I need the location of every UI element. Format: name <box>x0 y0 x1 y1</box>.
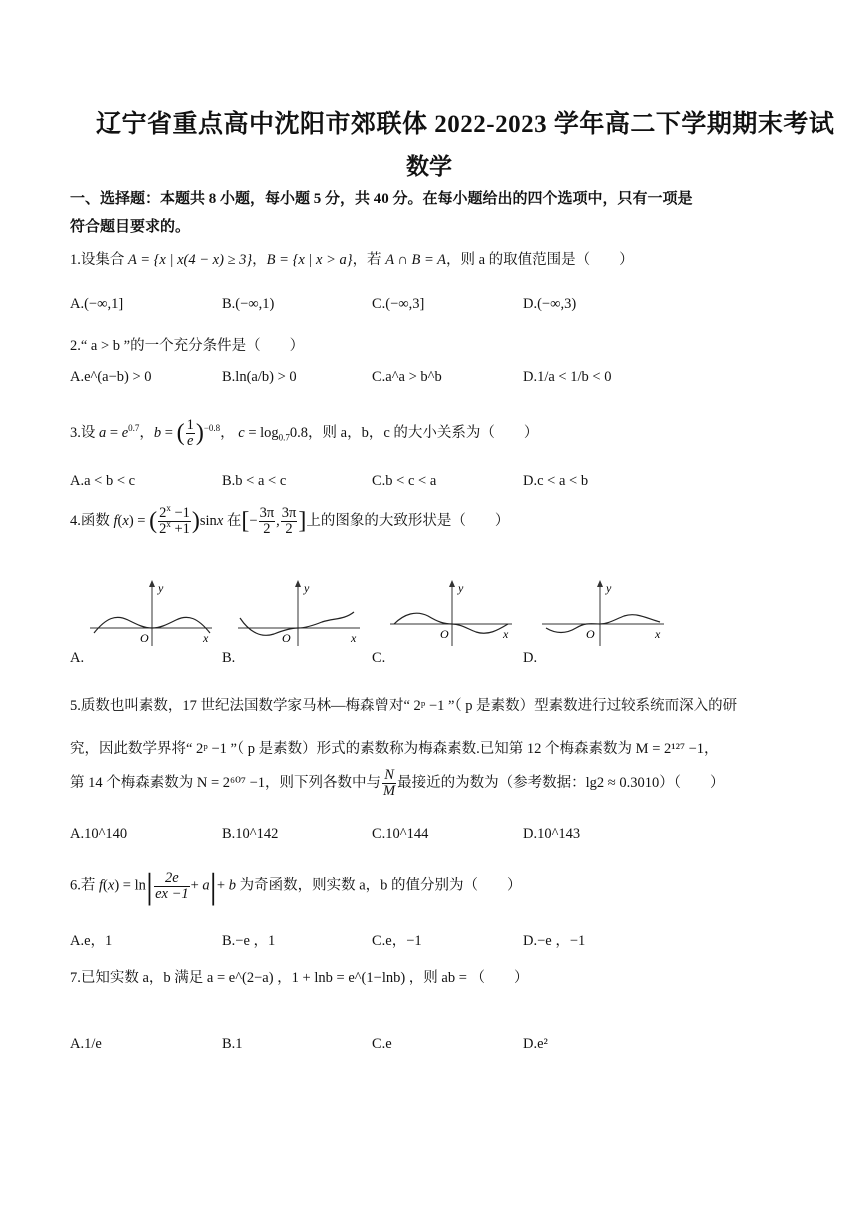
question-5-line2: 究，因此数学界将“ 2ᵖ −1 ”（ p 是素数）形式的素数称为梅森素数.已知第 12 个梅森素数为 M = 2¹²⁷ −1， <box>70 741 719 757</box>
q1-option-d[interactable]: D.(−∞,3) <box>523 296 577 312</box>
question-1: 1.设集合 A = {x | x(4 − x) ≥ 3}，B = {x | x > a}，若 A ∩ B = A，则 a 的取值范围是（ ） <box>70 252 634 268</box>
q1-option-a[interactable]: A.(−∞,1] <box>70 296 124 312</box>
q5-option-a[interactable]: A.10^140 <box>70 826 128 842</box>
q6-option-d[interactable]: D.−e ，−1 <box>523 933 586 949</box>
question-2: 2.“ a > b ”的一个充分条件是（ ） <box>70 338 305 354</box>
q5-option-c[interactable]: C.10^144 <box>372 826 429 842</box>
svg-text:O: O <box>140 631 149 645</box>
q4-stem-a: 4.函数 <box>70 512 110 529</box>
q5-line3-a: 第 14 个梅森素数为 N = 2⁶⁰⁷ −1，则下列各数中与 <box>70 774 381 791</box>
q7-option-d[interactable]: D.e² <box>523 1036 548 1052</box>
graph-a[interactable] <box>88 578 216 648</box>
q4-stem-b: 在 <box>226 512 242 529</box>
q5-option-b[interactable]: B.10^142 <box>222 826 279 842</box>
svg-text:y: y <box>458 581 464 595</box>
graph-c[interactable] <box>388 578 516 648</box>
question-4: 4.函数 f(x) = ( $\frac{2^x -1}{2^x +1}$ )sinx 在[− $\frac{3\pi}{2}$ , $\frac{3\pi}{2}$ ]上的图象的大致形状是（ ） <box>70 503 510 537</box>
q7-option-a[interactable]: A.1/e <box>70 1036 102 1052</box>
q7-option-b[interactable]: B.1 <box>222 1036 243 1052</box>
page-title: 辽宁省重点高中沈阳市郊联体 2022-2023 学年高二下学期期末考试 <box>96 111 835 138</box>
q3-option-a[interactable]: A.a < b < c <box>70 473 136 489</box>
q2-option-a[interactable]: A.e^(a−b) > 0 <box>70 369 152 385</box>
q1-condition: A ∩ B = A <box>385 252 446 268</box>
graph-b-label: B. <box>222 650 236 666</box>
q4-stem-c: 上的图象的大致形状是（ ） <box>306 512 510 529</box>
question-6: 6.若 f(x) = ln| $\frac{2e}{ex -1}$ + a|+ b 为奇函数，则实数 a，b 的值分别为（ ） <box>70 866 522 906</box>
q3-stem-tail: ，则 a，b，c 的大小关系为（ ） <box>308 424 539 441</box>
graph-b[interactable] <box>236 578 364 648</box>
section-heading-line2: 符合题目要求的。 <box>70 219 191 235</box>
q1-set-a-text: A = {x | x(4 − x) ≥ 3} <box>128 252 253 268</box>
q1-option-c[interactable]: C.(−∞,3] <box>372 296 425 312</box>
q7-option-c[interactable]: C.e <box>372 1036 392 1052</box>
q6-stem-b: 为奇函数，则实数 a，b 的值分别为（ ） <box>239 877 522 894</box>
graph-d-label: D. <box>523 650 538 666</box>
svg-text:x: x <box>203 631 209 645</box>
graph-d[interactable] <box>540 578 668 648</box>
question-5-line1: 5.质数也叫素数，17 世纪法国数学家马林—梅森曾对“ 2ᵖ −1 ”（ p 是素数）型素数进行过较系统而深入的研 <box>70 698 738 714</box>
q3-option-b[interactable]: B.b < a < c <box>222 473 287 489</box>
q3-option-c[interactable]: C.b < c < a <box>372 473 437 489</box>
q3-option-d[interactable]: D.c < a < b <box>523 473 589 489</box>
question-3: 3.设 $a = e^{0.7}$，b = ( $\frac{1}{e}$ )$^{-0.8}$， $c = \log_{0.7}0.8$，则 a，b，c 的大小关系为（ ） <box>70 417 539 449</box>
svg-text:x: x <box>351 631 357 645</box>
q2-option-d[interactable]: D.1/a < 1/b < 0 <box>523 369 612 385</box>
q5-option-d[interactable]: D.10^143 <box>523 826 581 842</box>
svg-text:x: x <box>503 627 509 641</box>
section-heading-line1: 一、选择题：本题共 8 小题，每小题 5 分，共 40 分。在每小题给出的四个选项中，只有一项是 <box>70 191 693 207</box>
q6-option-b[interactable]: B.−e ，1 <box>222 933 276 949</box>
q1-set-a <box>128 252 252 268</box>
graph-c-label: C. <box>372 650 386 666</box>
graph-a-label: A. <box>70 650 85 666</box>
q1-stem-b: ，若 <box>352 252 386 268</box>
q6-option-c[interactable]: C.e，−1 <box>372 933 422 949</box>
subject-title: 数学 <box>406 154 452 179</box>
svg-text:O: O <box>440 627 449 641</box>
q1-set-b: B = {x | x > a} <box>266 252 353 268</box>
q1-stem-a: 1.设集合 <box>70 252 128 268</box>
q1-option-b[interactable]: B.(−∞,1) <box>222 296 275 312</box>
svg-text:O: O <box>586 627 595 641</box>
question-7: 7.已知实数 a，b 满足 a = e^(2−a) ，1 + lnb = e^(1−lnb) ，则 ab = （ ） <box>70 970 529 986</box>
q2-option-c[interactable]: C.a^a > b^b <box>372 369 442 385</box>
q2-option-b[interactable]: B.ln(a/b) > 0 <box>222 369 297 385</box>
question-5-line3: 第 14 个梅森素数为 N = 2⁶⁰⁷ −1，则下列各数中与 $\frac{N}{M}$ 最接近的为数为（参考数据：lg2 ≈ 0.3010）（ ） <box>70 767 725 799</box>
svg-text:y: y <box>158 581 164 595</box>
svg-text:y: y <box>606 581 612 595</box>
q1-stem-c: ，则 a 的取值范围是（ ） <box>446 252 634 268</box>
svg-text:O: O <box>282 631 291 645</box>
svg-text:x: x <box>655 627 661 641</box>
q6-option-a[interactable]: A.e，1 <box>70 933 113 949</box>
svg-text:y: y <box>304 581 310 595</box>
q6-stem-a: 6.若 <box>70 877 96 894</box>
q5-line3-b: 最接近的为数为（参考数据：lg2 ≈ 0.3010）（ ） <box>397 774 725 791</box>
